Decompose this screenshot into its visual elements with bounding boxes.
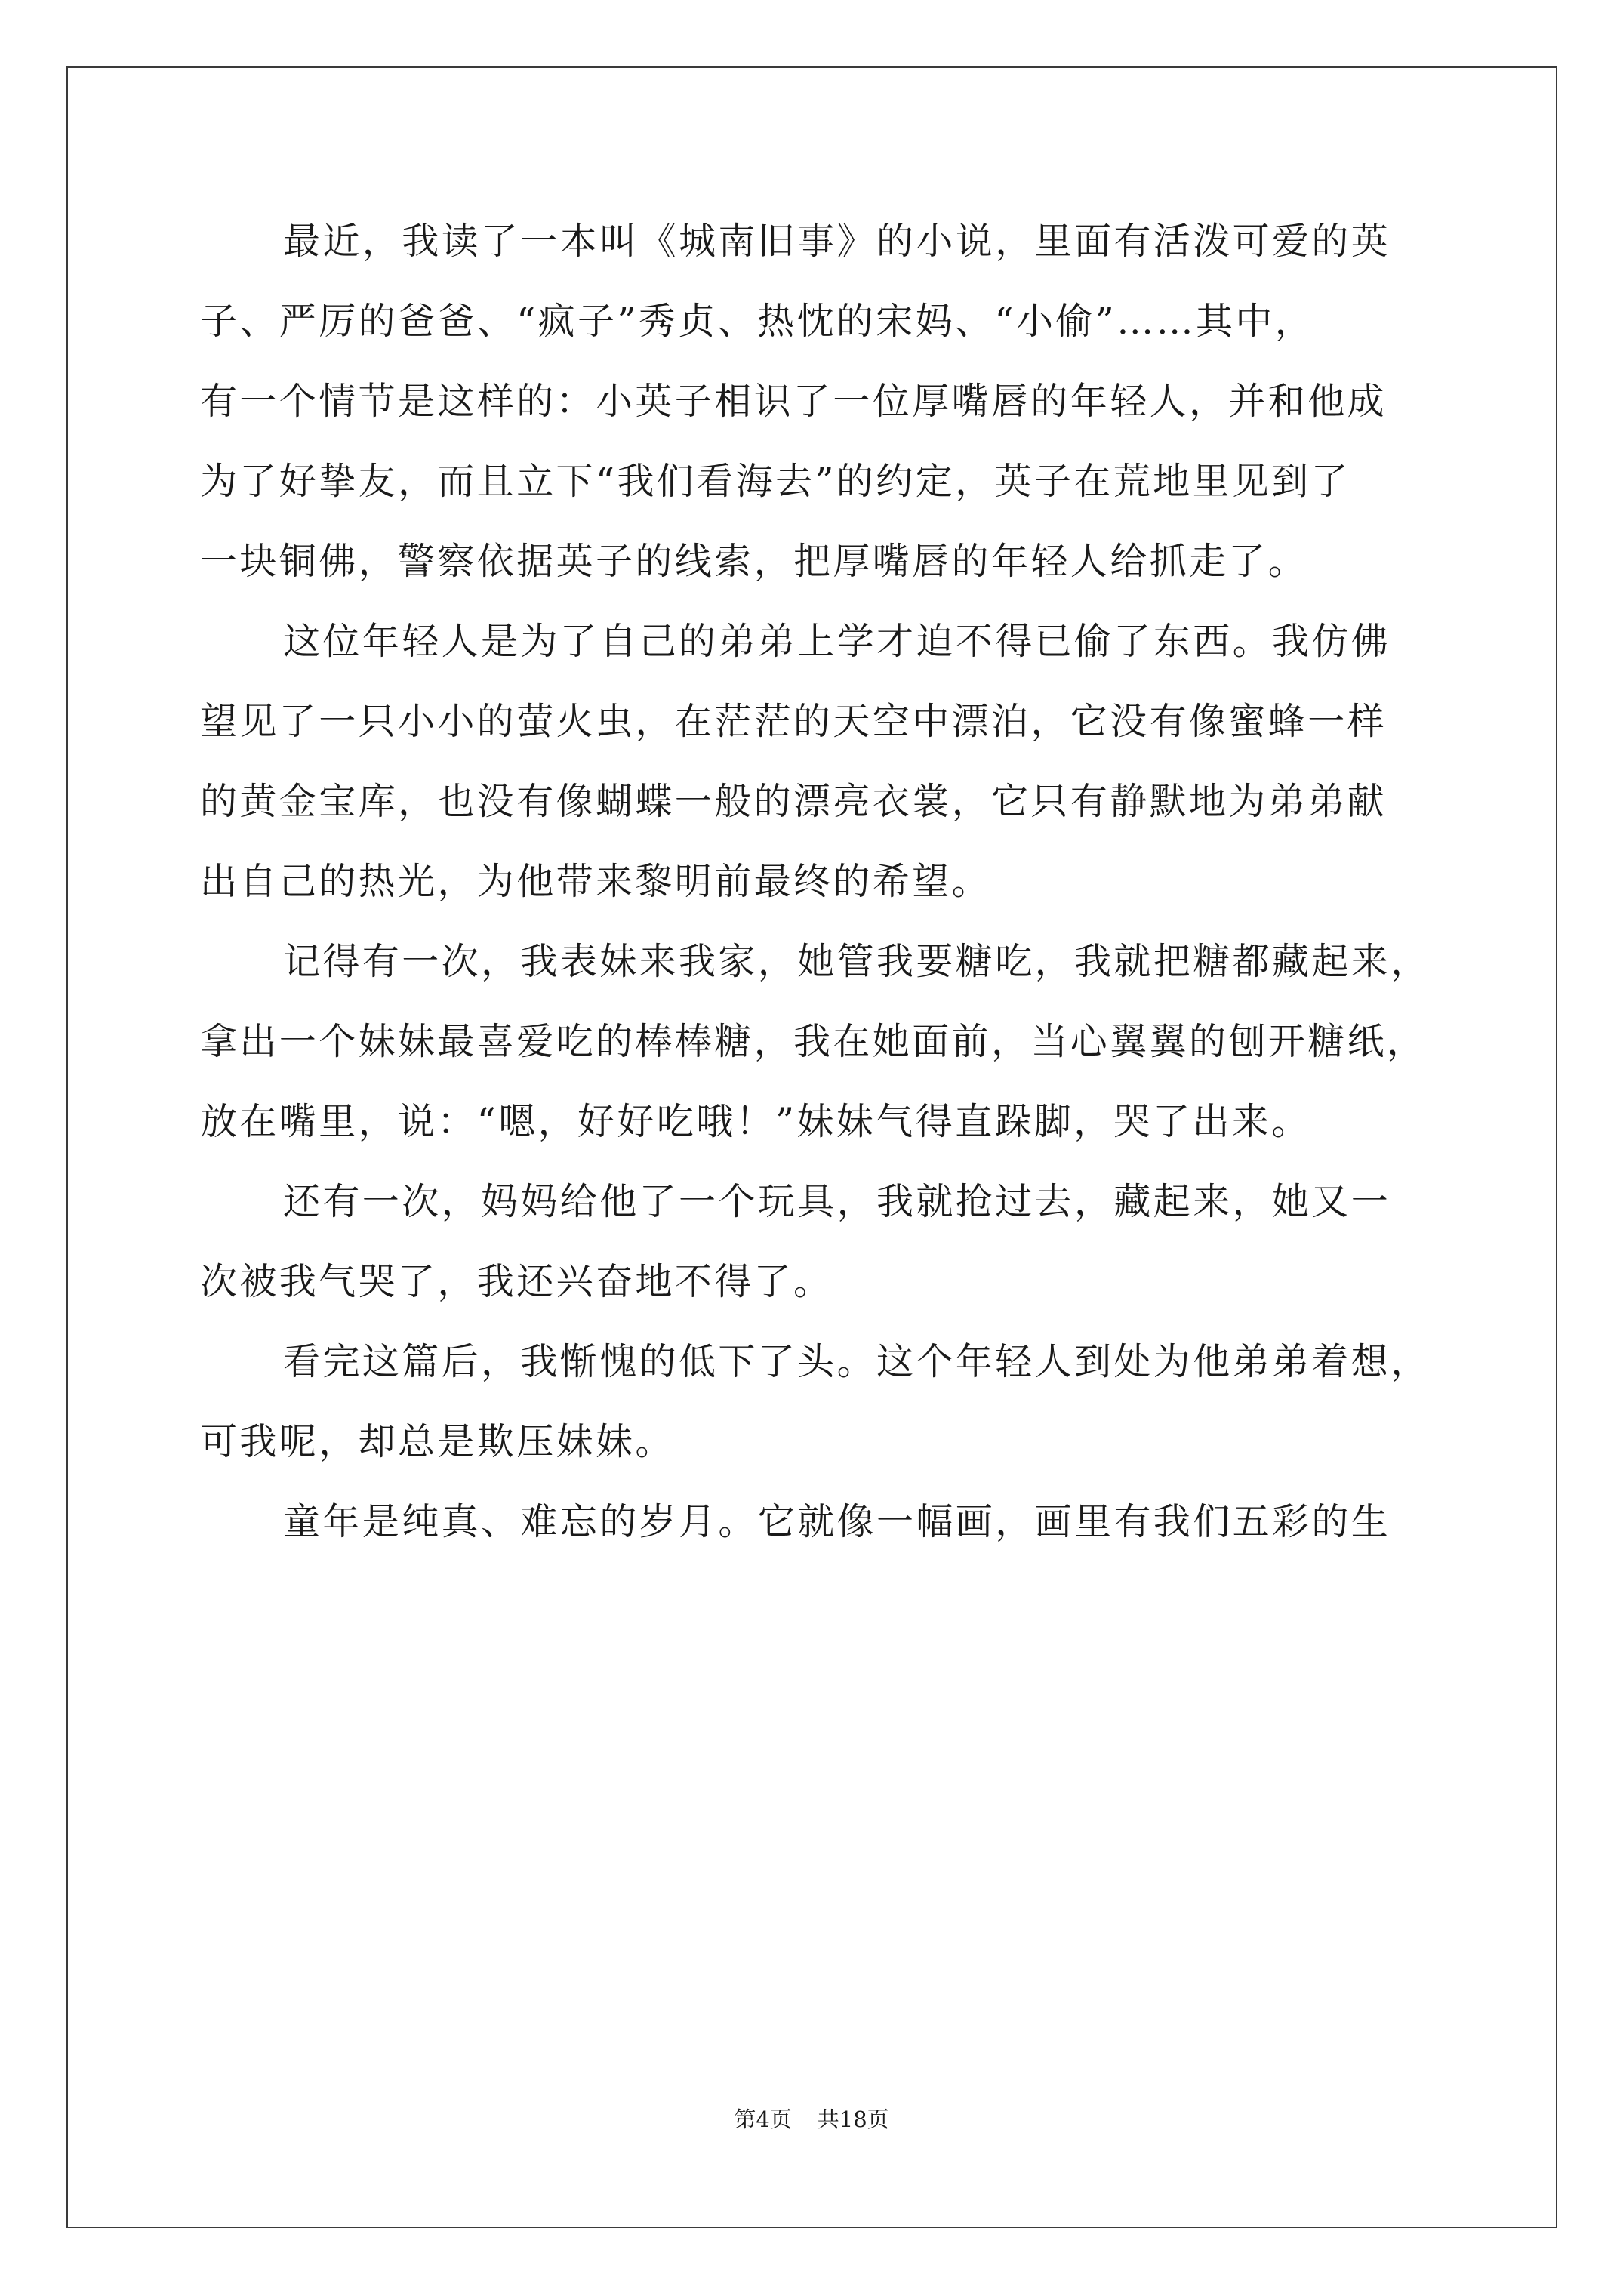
page-footer	[0, 2106, 1623, 2133]
paragraph-line: 望见了一只小小的萤火虫，在茫茫的天空中漂泊，它没有像蜜蜂一样	[200, 700, 1387, 743]
paragraph-line: 童年是纯真、难忘的岁月。它就像一幅画，画里有我们五彩的生	[283, 1500, 1391, 1543]
paragraph-line: 出自己的热光，为他带来黎明前最终的希望。	[200, 860, 992, 903]
paragraph-line: 还有一次，妈妈给他了一个玩具，我就抢过去，藏起来，她又一	[283, 1180, 1391, 1223]
paragraph-line: 放在嘴里，说：“嗯，好好吃哦！”妹妹气得直跺脚，哭了出来。	[200, 1100, 1311, 1143]
paragraph-line: 最近，我读了一本叫《城南旧事》的小说，里面有活泼可爱的英	[283, 220, 1391, 263]
paragraph-line: 一块铜佛，警察依据英子的线索，把厚嘴唇的年轻人给抓走了。	[200, 540, 1308, 583]
page-number-current: 第4页	[734, 2106, 792, 2132]
paragraph-line: 有一个情节是这样的：小英子相识了一位厚嘴唇的年轻人，并和他成	[200, 380, 1387, 423]
page-number-total: 共18页	[817, 2106, 889, 2132]
paragraph-line: 记得有一次，我表妹来我家，她管我要糖吃，我就把糖都藏起来，	[283, 940, 1431, 983]
paragraph-line: 的黄金宝库，也没有像蝴蝶一般的漂亮衣裳，它只有静默地为弟弟献	[200, 780, 1387, 823]
paragraph-line: 这位年轻人是为了自己的弟弟上学才迫不得已偷了东西。我仿佛	[283, 620, 1391, 663]
paragraph-line: 子、严厉的爸爸、“疯子”秀贞、热忱的宋妈、“小偷”……其中，	[200, 300, 1315, 343]
paragraph-line: 可我呢，却总是欺压妹妹。	[200, 1420, 675, 1463]
paragraph-line: 为了好挚友，而且立下“我们看海去”的约定，英子在荒地里见到了	[200, 460, 1351, 503]
paragraph-line: 次被我气哭了，我还兴奋地不得了。	[200, 1260, 833, 1303]
paragraph-line: 看完这篇后，我惭愧的低下了头。这个年轻人到处为他弟弟着想，	[283, 1340, 1431, 1383]
paragraph-line: 拿出一个妹妹最喜爱吃的棒棒糖，我在她面前，当心翼翼的刨开糖纸，	[200, 1020, 1427, 1063]
